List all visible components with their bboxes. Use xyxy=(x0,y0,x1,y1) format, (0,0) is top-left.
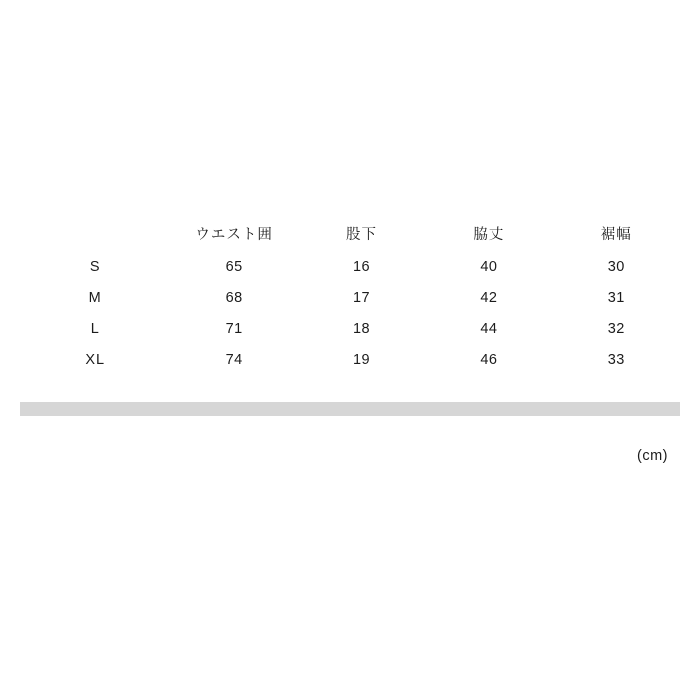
row-label-s: S xyxy=(89,259,101,275)
table-row xyxy=(20,283,680,314)
column-header-hemwidth: 裾幅 xyxy=(600,227,632,243)
table-row xyxy=(20,314,680,345)
cell-l-waist: 71 xyxy=(225,321,243,337)
cell-m-inseam: 17 xyxy=(352,290,371,306)
cell-xl-sidelength: 46 xyxy=(480,352,498,368)
cell-xl-hemwidth: 33 xyxy=(607,352,625,368)
column-header-sidelength: 脇丈 xyxy=(473,227,505,243)
unit-note: (cm) xyxy=(637,448,668,464)
table-row xyxy=(20,252,680,283)
cell-l-hemwidth: 32 xyxy=(607,321,625,337)
cell-s-inseam: 16 xyxy=(352,259,371,275)
cell-m-sidelength: 42 xyxy=(480,290,498,306)
cell-l-sidelength: 44 xyxy=(480,321,498,337)
size-chart-table xyxy=(20,218,680,376)
cell-m-waist: 68 xyxy=(225,290,243,306)
row-label-l: L xyxy=(90,321,100,337)
table-header xyxy=(20,218,680,252)
column-header-waist: ウエスト囲 xyxy=(195,227,273,243)
cell-xl-waist: 74 xyxy=(225,352,243,368)
cell-s-sidelength: 40 xyxy=(480,259,498,275)
table-body xyxy=(20,252,680,376)
cell-m-hemwidth: 31 xyxy=(607,290,625,306)
corner-header-cell xyxy=(20,218,170,252)
cell-s-hemwidth: 30 xyxy=(607,259,625,275)
row-label-xl: XL xyxy=(85,352,106,368)
column-header-inseam: 股下 xyxy=(346,227,378,243)
table-row xyxy=(20,345,680,376)
cell-s-waist: 65 xyxy=(225,259,243,275)
divider-bar xyxy=(20,402,680,416)
header-row xyxy=(20,218,680,252)
cell-xl-inseam: 19 xyxy=(352,352,371,368)
row-label-m: M xyxy=(88,290,102,306)
cell-l-inseam: 18 xyxy=(352,321,371,337)
